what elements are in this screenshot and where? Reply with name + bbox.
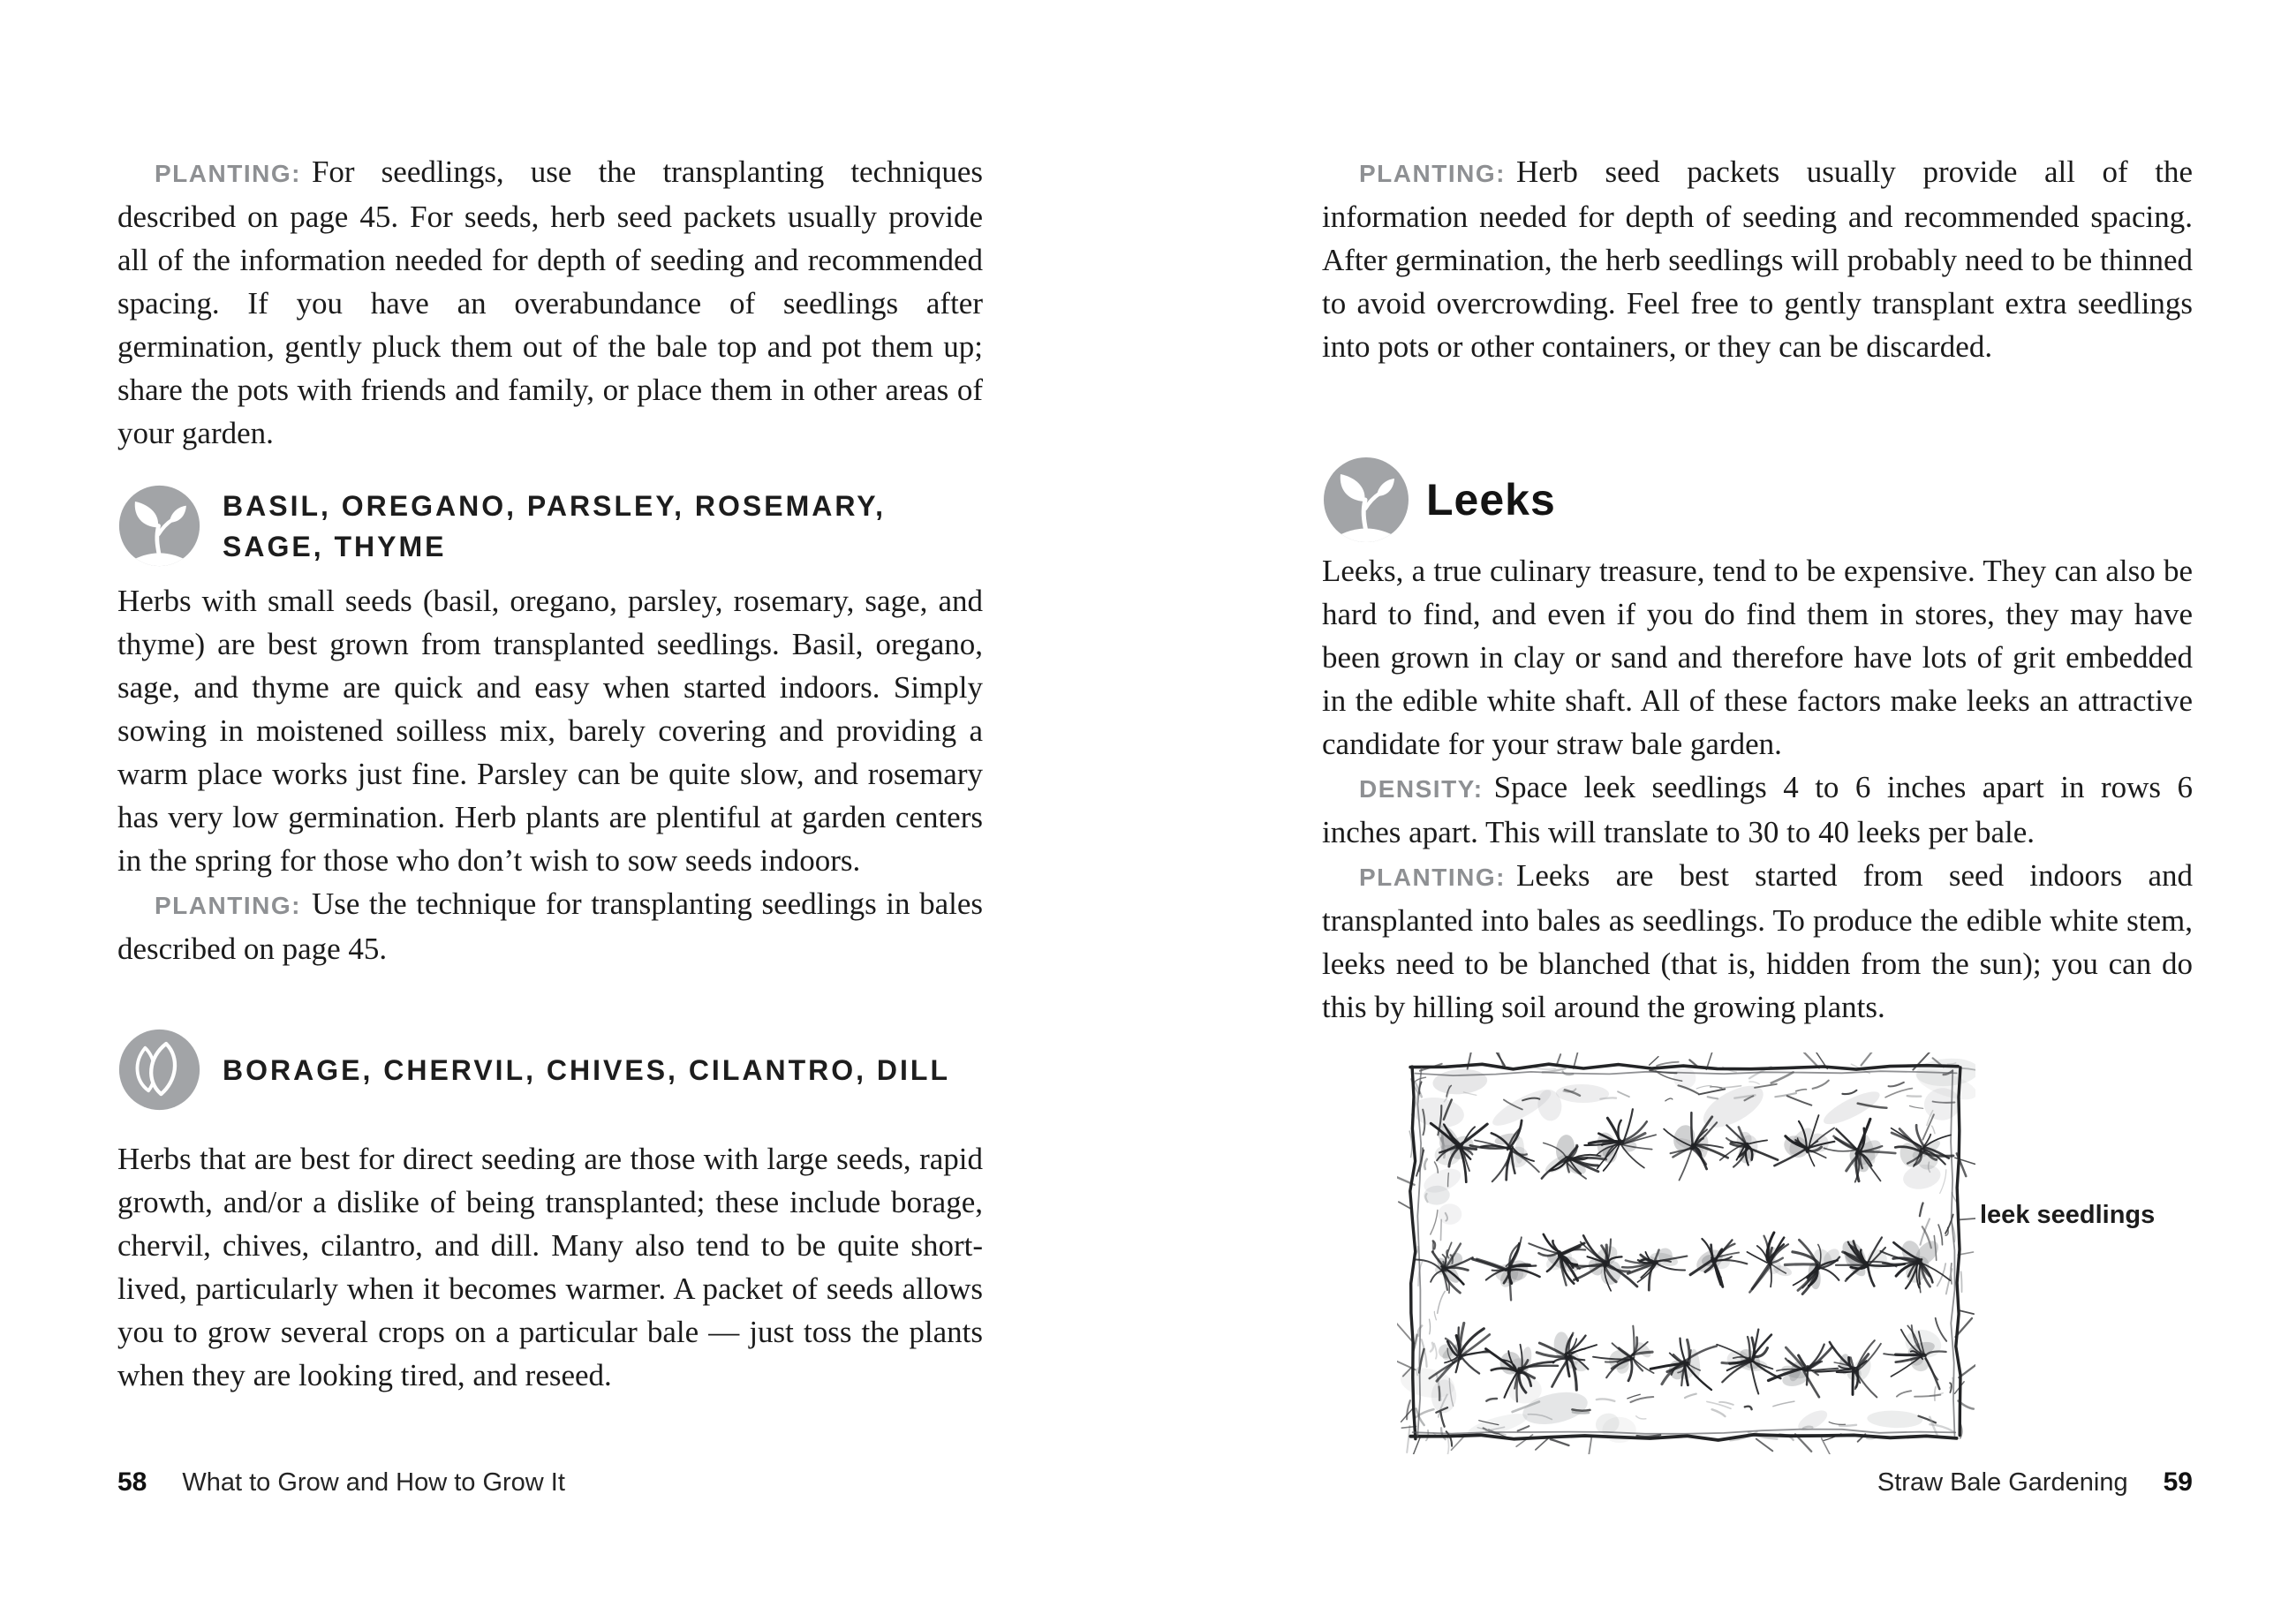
seedling-icon bbox=[1322, 456, 1410, 544]
planting-label: PLANTING: bbox=[155, 892, 301, 919]
section-body-text: Herbs that are best for direct seeding are those with large seeds, rapid growth, and/or a dislike of being transplanted; these include borage, chervil, chives, cilantro, and dill. Many also tend to be quite short-lived, particularly when it becomes warmer. A packet of seeds allows you to grow several crops on a particular bale — just toss the plants when they are looking tired, and reseed. bbox=[117, 1142, 983, 1392]
paragraph-text: Use the technique for transplanting seedlings in bales described on page 45. bbox=[117, 886, 983, 966]
page-number: 59 bbox=[2163, 1467, 2193, 1497]
section-heading-text: BORAGE, CHERVIL, CHIVES, CILANTRO, DILL bbox=[223, 1053, 950, 1086]
planting-label: PLANTING: bbox=[1359, 864, 1506, 891]
leeks-section-body bbox=[1322, 549, 2193, 1029]
illustration-caption: leek seedlings bbox=[1980, 1201, 2156, 1229]
seeds-icon bbox=[117, 1028, 201, 1112]
right-intro-paragraph bbox=[1322, 150, 2193, 368]
heading-line-2: SAGE, THYME bbox=[223, 530, 447, 562]
small-seeds-section-heading bbox=[117, 484, 983, 568]
direct-seed-section-body bbox=[117, 1137, 983, 1397]
seedling-icon bbox=[117, 484, 201, 568]
footer-title: Straw Bale Gardening bbox=[1877, 1468, 2128, 1497]
paragraph-text: Space leek seedlings 4 to 6 inches apart in rows 6 inches apart. This will translate to 30 to 40 leeks per bale. bbox=[1322, 770, 2193, 849]
leeks-heading-text: Leeks bbox=[1426, 475, 1556, 524]
planting-label: PLANTING: bbox=[1359, 160, 1506, 187]
section-heading-text bbox=[223, 486, 886, 567]
direct-seed-section-heading bbox=[117, 1028, 983, 1112]
paragraph-text: Leeks are best started from seed indoors and transplanted into bales as seedlings. To produce the edible white stem, leeks need to be blanched (that is, hidden from the sun); you can do this by hilling soil around the growing plants. bbox=[1322, 858, 2193, 1024]
paragraph-text: For seedlings, use the transplanting techniques described on page 45. For seeds, herb seed packets usually provide all of the information needed for depth of seeding and recommended spacing. If you have an overabundance of seedlings after germination, gently pluck them out of the bale top and pot them up; share the pots with friends and family, or place them in other areas of your garden. bbox=[117, 155, 983, 450]
section-body-text: Leeks, a true culinary treasure, tend to be expensive. They can also be hard to find, and even if you do find them in stores, they may have been grown in clay or sand and therefore have lots of grit embedded in the edible white shaft. All of these factors make leeks an attractive candidate for your straw bale garden. bbox=[1322, 554, 2193, 761]
density-label: DENSITY: bbox=[1359, 775, 1484, 803]
page-right bbox=[1322, 0, 2193, 1607]
leeks-section-heading bbox=[1322, 456, 2193, 544]
section-body-text: Herbs with small seeds (basil, oregano, parsley, rosemary, sage, and thyme) are best grown from transplanted seedlings. Basil, oregano, sage, and thyme are quick and easy when started indoors. Simply sowing in moistened soilless mix, barely covering and providing a warm place works just fine. Parsley can be quite slow, and rosemary has very low germination. Herb plants are plentiful at garden centers in the spring for those who don’t wish to sow seeds indoors. bbox=[117, 584, 983, 878]
footer-title: What to Grow and How to Grow It bbox=[182, 1468, 565, 1497]
paragraph-text: Herb seed packets usually provide all of the information needed for depth of seeding and recommended spacing. After germination, the herb seedlings will probably need to be thinned to avoid overcrowding. Feel free to gently transplant extra seedlings into pots or other containers, or they can be discarded. bbox=[1322, 155, 2193, 364]
right-footer bbox=[1877, 1467, 2193, 1498]
left-footer bbox=[117, 1467, 565, 1498]
planting-label: PLANTING: bbox=[155, 160, 301, 187]
left-intro-paragraph bbox=[117, 150, 983, 455]
page-left bbox=[117, 0, 983, 1607]
page-number: 58 bbox=[117, 1467, 147, 1497]
heading-line-1: BASIL, OREGANO, PARSLEY, ROSEMARY, bbox=[223, 489, 886, 522]
small-seeds-section-body bbox=[117, 579, 983, 970]
straw-bale-illustration bbox=[1397, 1052, 1975, 1454]
